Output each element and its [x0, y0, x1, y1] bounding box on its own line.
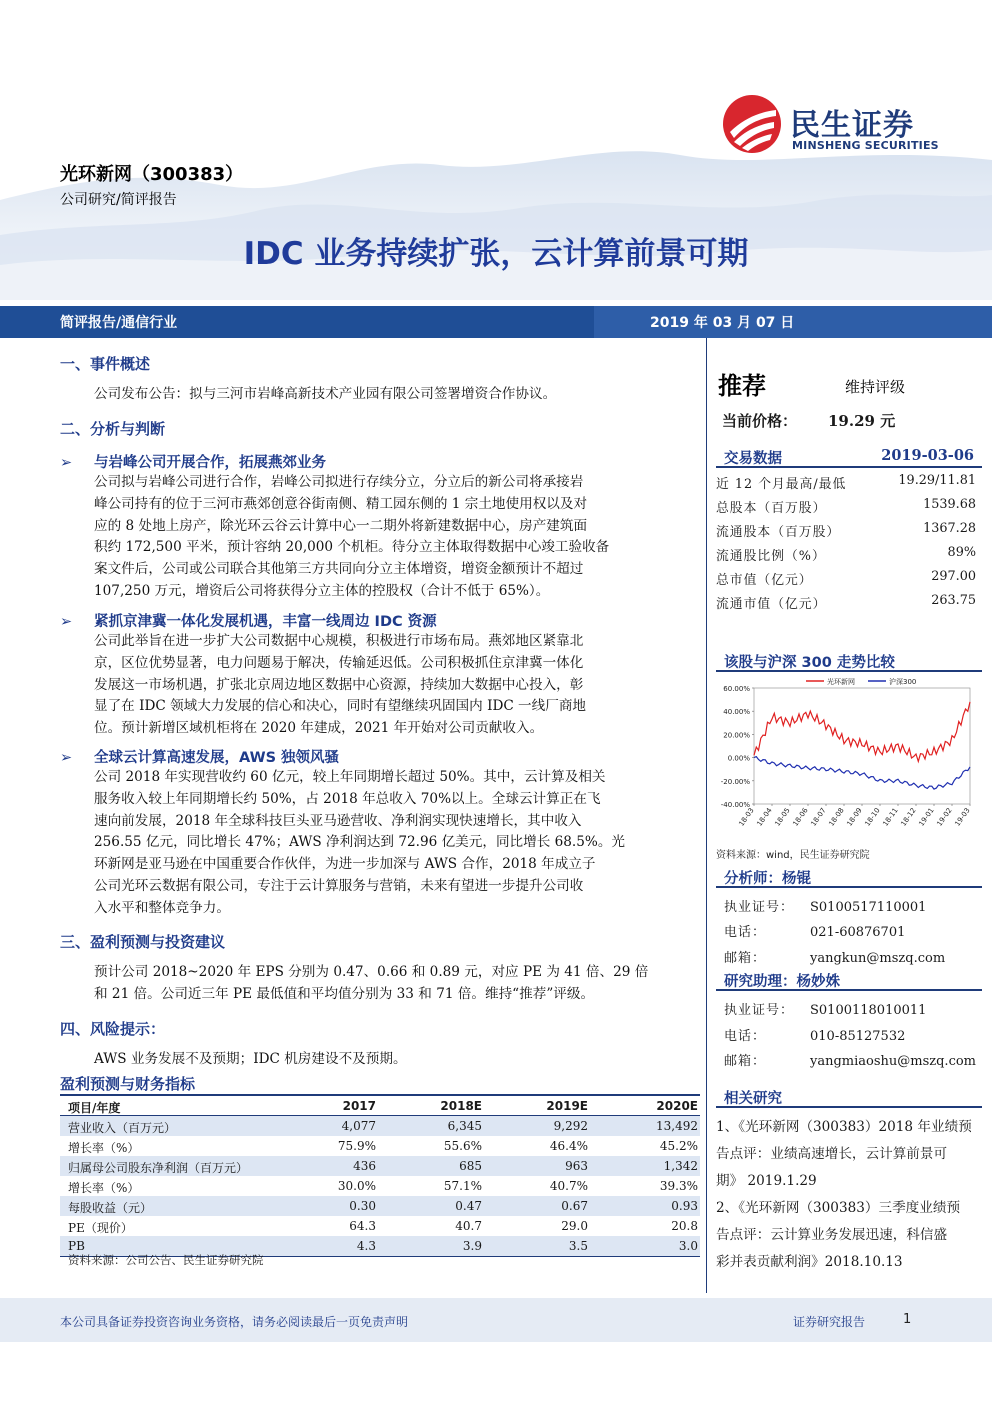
- fin-table-row: 增长率（%） 75.9% 55.6% 46.4% 45.2%: [68, 1139, 698, 1155]
- assistant-license: 执业证号： S0100118010011: [724, 1003, 927, 1018]
- assistant-phone: 电话： 010-85127532: [724, 1029, 906, 1044]
- fin-table-row: 归属母公司股东净利润（百万元） 436 685 963 1,342: [60, 1156, 700, 1176]
- chart-source: 资料来源：wind，民生证券研究院: [716, 850, 870, 861]
- footer-report-label: 证券研究报告: [793, 1315, 866, 1329]
- fin-table-header-row: 项目/年度 2017 2018E 2019E 2020E: [68, 1099, 698, 1115]
- x-tick-label: 18-04: [755, 806, 774, 828]
- y-tick-label: -20.00%: [720, 777, 750, 786]
- section-analysis-heading: 二、分析与判断: [60, 420, 166, 438]
- bullet-heading-3: ➢ 全球云计算高速发展，AWS 独领风骚: [60, 750, 340, 766]
- analyst-license: 执业证号： S0100517110001: [724, 900, 927, 915]
- analyst-heading: 分析师：杨锟: [716, 866, 982, 888]
- report-title: IDC 业务持续扩张，云计算前景可期: [243, 236, 749, 272]
- assistant-email[interactable]: 邮箱： yangmiaoshu@mszq.com: [724, 1054, 977, 1069]
- bullet-heading-2: ➢ 紧抓京津冀一体化发展机遇，丰富一线周边 IDC 资源: [60, 614, 437, 630]
- trade-data-heading: 交易数据 2019-03-06: [716, 446, 982, 468]
- analyst-email[interactable]: 邮箱： yangkun@mszq.com: [724, 951, 946, 966]
- analyst-phone: 电话： 021-60876701: [724, 925, 906, 940]
- legend-label: 沪深300: [889, 678, 917, 686]
- stock-chart-heading: 该股与沪深 300 走势比较: [716, 650, 982, 672]
- y-tick-label: 40.00%: [723, 708, 750, 717]
- fin-table-title: 盈利预测与财务指标: [60, 1075, 196, 1093]
- fin-table-row: PB 4.3 3.9 3.5 3.0: [60, 1236, 700, 1256]
- assistant-heading: 研究助理：杨妙姝: [716, 969, 982, 991]
- page-number: 1: [903, 1312, 912, 1327]
- trade-row: 近 12 个月最高/最低 19.29/11.81: [716, 473, 976, 492]
- x-tick-label: 19-01: [917, 806, 936, 828]
- stock-vs-csi300-chart: [714, 676, 980, 842]
- fin-table-row: 增长率（%） 30.0% 57.1% 40.7% 39.3%: [68, 1179, 698, 1195]
- section-forecast-heading: 三、盈利预测与投资建议: [60, 933, 226, 951]
- x-tick-label: 18-06: [791, 806, 810, 828]
- x-tick-label: 18-07: [809, 806, 828, 828]
- band-category: 简评报告/通信行业: [60, 315, 178, 331]
- y-tick-label: 0.00%: [727, 754, 750, 763]
- x-tick-label: 19-02: [935, 806, 954, 828]
- bullet-paragraph-1: 公司拟与岩峰公司进行合作，岩峰公司拟进行存续分立，分立后的新公司将承接岩 峰公司持有的位于三河市燕郊创意谷街南侧、精工园东侧的 1 宗土地使用权以及对 应的 8 处地上房产，除光环云谷云计算中心一二期外将新建数据中心，房产建筑面 积约 172,500 平米，预计容纳 20,000 个机柜。待分立主体取得数据中心竣工验收备 案文件后，公司或公司联合其他第三方共同向分立主体增资，增资金额预计不超过 107,250 万元，增资后公司将获得分立主体的控股权（合计不低于 65%）。: [94, 474, 610, 599]
- trade-row: 总股本（百万股） 1539.68: [716, 497, 976, 516]
- fin-table-row: PE（现价） 64.3 40.7 29.0 20.8: [68, 1219, 698, 1235]
- x-tick-label: 18-08: [827, 806, 846, 828]
- section-event-overview-heading: 一、事件概述: [60, 355, 151, 373]
- arrow-bullet-icon: ➢: [60, 614, 73, 630]
- brand-name-cn: 民生证券: [790, 108, 914, 143]
- fin-table-row: 营业收入（百万元） 4,077 6,345 9,292 13,492: [60, 1116, 700, 1136]
- related-research-list[interactable]: 1、《光环新网（300383）2018 年业绩预 告点评：业绩高速增长，云计算前景可 期》 2019.1.29 2、《光环新网（300383）三季度业绩预 告点评：云计算业务发展迅速，科信盛 彩并表贡献利润》2018.10.13: [716, 1119, 972, 1270]
- footer-disclaimer: 本公司具备证券投资咨询业务资格，请务必阅读最后一页免责声明: [60, 1315, 409, 1329]
- trade-row: 流通市值（亿元） 263.75: [716, 593, 976, 612]
- band-date: 2019 年 03 月 07 日: [650, 315, 795, 331]
- section-risk-heading: 四、风险提示：: [60, 1020, 166, 1038]
- price-label: 当前价格：: [722, 412, 798, 430]
- x-tick-label: 18-09: [845, 806, 864, 828]
- trade-row: 流通股比例（%） 89%: [716, 545, 976, 564]
- brand-name-en: MINSHENG SECURITIES: [792, 139, 939, 152]
- x-tick-label: 18-05: [773, 806, 792, 828]
- x-tick-label: 18-12: [899, 806, 918, 828]
- trade-row: 总市值（亿元） 297.00: [716, 569, 976, 588]
- trade-data-date: 2019-03-06: [881, 447, 974, 464]
- trade-row: 流通股本（百万股） 1367.28: [716, 521, 976, 540]
- arrow-bullet-icon: ➢: [60, 750, 73, 766]
- series-line-stock: [754, 702, 970, 762]
- x-tick-label: 18-10: [863, 806, 882, 828]
- rating: 推荐: [718, 372, 766, 400]
- sidebar-divider: [706, 338, 707, 1293]
- legend-label: 光环新网: [827, 678, 855, 686]
- series-line-csi300: [754, 757, 970, 790]
- bullet-heading-1: ➢ 与岩峰公司开展合作，拓展燕郊业务: [60, 455, 326, 471]
- x-tick-label: 18-03: [737, 806, 756, 828]
- section-risk-text: AWS 业务发展不及预期；IDC 机房建设不及预期。: [94, 1051, 407, 1067]
- y-tick-label: -40.00%: [720, 801, 750, 809]
- company-name: 光环新网（300383）: [60, 164, 244, 185]
- related-research-heading: 相关研究: [716, 1086, 982, 1108]
- x-tick-label: 19-03: [953, 806, 972, 828]
- fin-table-source: 资料来源：公司公告、民生证券研究院: [68, 1253, 264, 1267]
- section-event-overview-text: 公司发布公告：拟与三河市岩峰高新技术产业园有限公司签署增资合作协议。: [94, 386, 557, 402]
- report-type: 公司研究/简评报告: [60, 192, 177, 208]
- fin-table-row: 每股收益（元） 0.30 0.47 0.67 0.93: [60, 1196, 700, 1216]
- arrow-bullet-icon: ➢: [60, 455, 73, 471]
- y-tick-label: 60.00%: [723, 685, 750, 693]
- y-tick-label: 20.00%: [723, 731, 750, 740]
- rating-note: 维持评级: [845, 378, 906, 396]
- bullet-paragraph-3: 公司 2018 年实现营收约 60 亿元，较上年同期增长超过 50%。其中，云计算及相关 服务收入较上年同期增长约 50%，占 2018 年总收入 70%以上。全球云计算正在飞 速向前发展，2018 年全球科技巨头亚马逊营收、净利润实现快速增长，其中收入 256.55 亿元，同比增长 47%；AWS 净利润达到 72.96 亿美元，同比增长 68.5%。光 环新网是亚马逊在中国重要合作伙伴，为进一步加深与 AWS 合作，2018 年成立子 公司光环云数据有限公司，专注于云计算服务与营销，未来有望进一步提升公司收 入水平和整体竞争力。: [94, 769, 626, 916]
- minsheng-logo-icon: [722, 94, 782, 154]
- section-forecast-text: 预计公司 2018~2020 年 EPS 分别为 0.47、0.66 和 0.89 元，对应 PE 为 41 倍、29 倍 和 21 倍。公司近三年 PE 最低值和平均值分别为 33 和 71 倍。维持“推荐”评级。: [94, 964, 649, 1002]
- x-tick-label: 18-11: [881, 806, 900, 828]
- bullet-paragraph-2: 公司此举旨在进一步扩大公司数据中心规模，积极进行市场布局。燕郊地区紧靠北 京，区位优势显著，电力问题易于解决，传输延迟低。公司积极抓住京津冀一体化 发展这一市场机遇，扩张北京周边地区数据中心资源，持续加大数据中心投入，彰 显了在 IDC 领域大力发展的信心和决心，同时有望继续巩固国内 IDC 一线厂商地 位。预计新增区域机柜将在 2020 年建成，2021 年开始对公司贡献收入。: [94, 633, 587, 737]
- price-value: 19.29 元: [828, 412, 896, 430]
